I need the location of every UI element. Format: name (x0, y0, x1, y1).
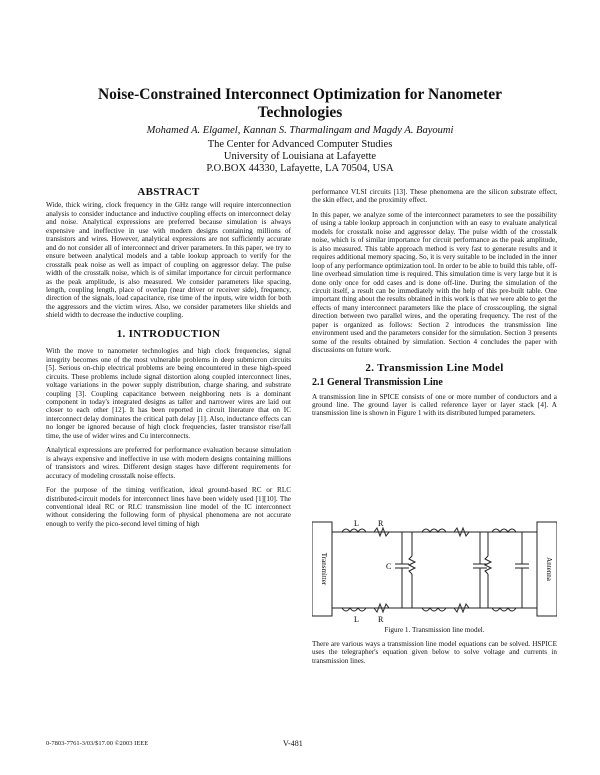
label-R-bottom: R (378, 615, 384, 624)
right-column (312, 188, 557, 424)
intro-paragraph-3: For the purpose of the timing verification, ideal ground-based RC or RLC distributed-circuit models for interconnect lines have been widely used [1][10]. The conventional ideal RC or RLC transmission line model of the IC interconnect without considering the following form of physical phenomena are not accurate enough to verify the pico-second level timing of high (46, 486, 291, 528)
affiliation-line-3: P.O.BOX 44330, Lafayette, LA 70504, USA (206, 163, 394, 174)
antenna-label: Antenna (545, 557, 553, 581)
section-2-heading: 2. Transmission Line Model (365, 361, 504, 374)
intro-paragraph-2: Analytical expressions are preferred for performance evaluation because simulation is always expensive and ineffective in use with modern designs containing millions of transistors and wires. Different design stages have different requirements for accuracy of modeling crosstalk noise effects. (46, 446, 291, 480)
title-line-1: Noise-Constrained Interconnect Optimization for Nanometer (97, 86, 503, 103)
shunt-branch-3 (515, 532, 529, 608)
paper-authors: Mohamed A. Elgamel, Kannan S. Tharmalingam and Magdy A. Bayoumi (146, 125, 454, 136)
figure-1-caption: Figure 1. Transmission line model. (384, 626, 485, 634)
footer-copyright: 0-7803-7761-3/03/$17.00 ©2003 IEEE (46, 740, 149, 747)
left-column (46, 188, 291, 534)
transmission-line-figure (312, 518, 557, 624)
right-column-bottom (312, 640, 557, 671)
intro-paragraph-1: With the move to nanometer technologies and high clock frequencies, signal integrity becomes one of the most vulnerable problems in deep submicron circuits [5]. Serious on-chip electrical problems are being encountered in these high-speed circuits. These problems include signal distortion along coupled interconnect lines, voltage variations in the power supply distribution, charge sharing, and substrate coupling [3]. Coupling capacitance between neighboring nets is a dominant component in today's integrated designs as taller and narrower wires are laid out closer to each other [12]. It has been reported in circuit literature that on IC interconnect delay dominates the critical path delay [1]. Also, inductance effects can no longer be ignored because of high clock frequencies, faster transistor rise/fall time, the use of wider wires and Cu interconnects. (46, 347, 291, 440)
label-R-top: R (378, 519, 384, 528)
page-number: V-481 (283, 739, 303, 748)
section-2-1-heading: 2.1 General Transmission Line (312, 377, 443, 389)
shunt-branch-2 (473, 532, 491, 608)
abstract-heading: ABSTRACT (137, 186, 200, 198)
label-L-bottom: L (354, 615, 359, 624)
label-C: C (386, 562, 392, 571)
right-paragraph-2: A transmission line in SPICE consists of one or more number of conductors and a ground line. The ground layer is called reference layer or layer stack [4]. A transmission line is shown in Figure 1 with its distributed lumped parameters. (312, 392, 557, 418)
right-paragraph-0: performance VLSI circuits [13]. These phenomena are the silicon substrate effect, the skin effect, and the proximity effect. (312, 188, 557, 205)
transmitter-label: Transmitter (320, 552, 328, 586)
right-paragraph-3: There are various ways a transmission line model equations can be solved. HSPICE uses the telegrapher's equation given below to solve voltage and currents in transmission lines. (312, 640, 557, 665)
title-line-2: Technologies (257, 104, 343, 121)
label-L-top: L (354, 519, 359, 528)
paper-title (60, 86, 540, 122)
shunt-branch-1 (395, 532, 415, 608)
intro-heading: 1. INTRODUCTION (116, 327, 221, 340)
right-paragraph-1: In this paper, we analyze some of the interconnect parameters to see the possibility of using a table lookup approach in conjunction with an easy to evaluate analytical models for crosstalk noise and aggressor delay. The pulse width of the crosstalk noise, which is of similar importance for circuit performance as the peak amplitude, is also measured. This table approach method is very fast to generate results and it requires additional memory spacing. So, it is very suitable to be included in the inner loop of any performance optimization tool. In order to be able to build this table, off-line overhead simulation time is required. This simulation time is very large but it is done only once for odd cases and is done off-line. During the simulation of the circuit itself, a result can be immediately with the help of this pre-built table. One important thing about the results obtained in this work is that we were able to get the effects of many interconnect parameters like the place of crosscoupling, the signal direction between two parallel wires, and the operating frequency. The rest of the paper is organized as follows: Section 2 introduces the transmission line environment used and the parameters consider for the simulation. Section 3 presents some of the results obtained by simulation. Section 4 concludes the paper with discussions on future work. (312, 210, 557, 355)
paper-affiliation (60, 139, 540, 175)
affiliation-line-1: The Center for Advanced Computer Studies (207, 139, 393, 150)
abstract-text: Wide, thick wiring, clock frequency in the GHz range will require interconnection analysis to consider inductance and inductive coupling effects on interconnect delay and noise. Analytical expressions are preferred because simulation is always expensive and ineffective in use with modern designs containing millions of transistors and wires. However, analytical expressions are not sufficiently accurate and do not consider all of interconnect and driver parameters. In this paper, we try to ensure between analytical models and a table lookup approach to verify for the crosstalk peak noise as well as impact of coupling on aggressor delay. The pulse width of the crosstalk noise, which is of similar importance for circuit performance as the peak amplitude, is also measured. We consider parameters like spacing, length, coupling length, place of overlap (near driver or receiver side), frequency, direction of the signals, load capacitance, rise time of the inputs, wire width for both the aggressors and the victim wires. Also, we consider parameters like shields and shield width to decrease the inductive coupling. (46, 201, 291, 320)
affiliation-line-2: University of Louisiana at Lafayette (223, 151, 377, 162)
